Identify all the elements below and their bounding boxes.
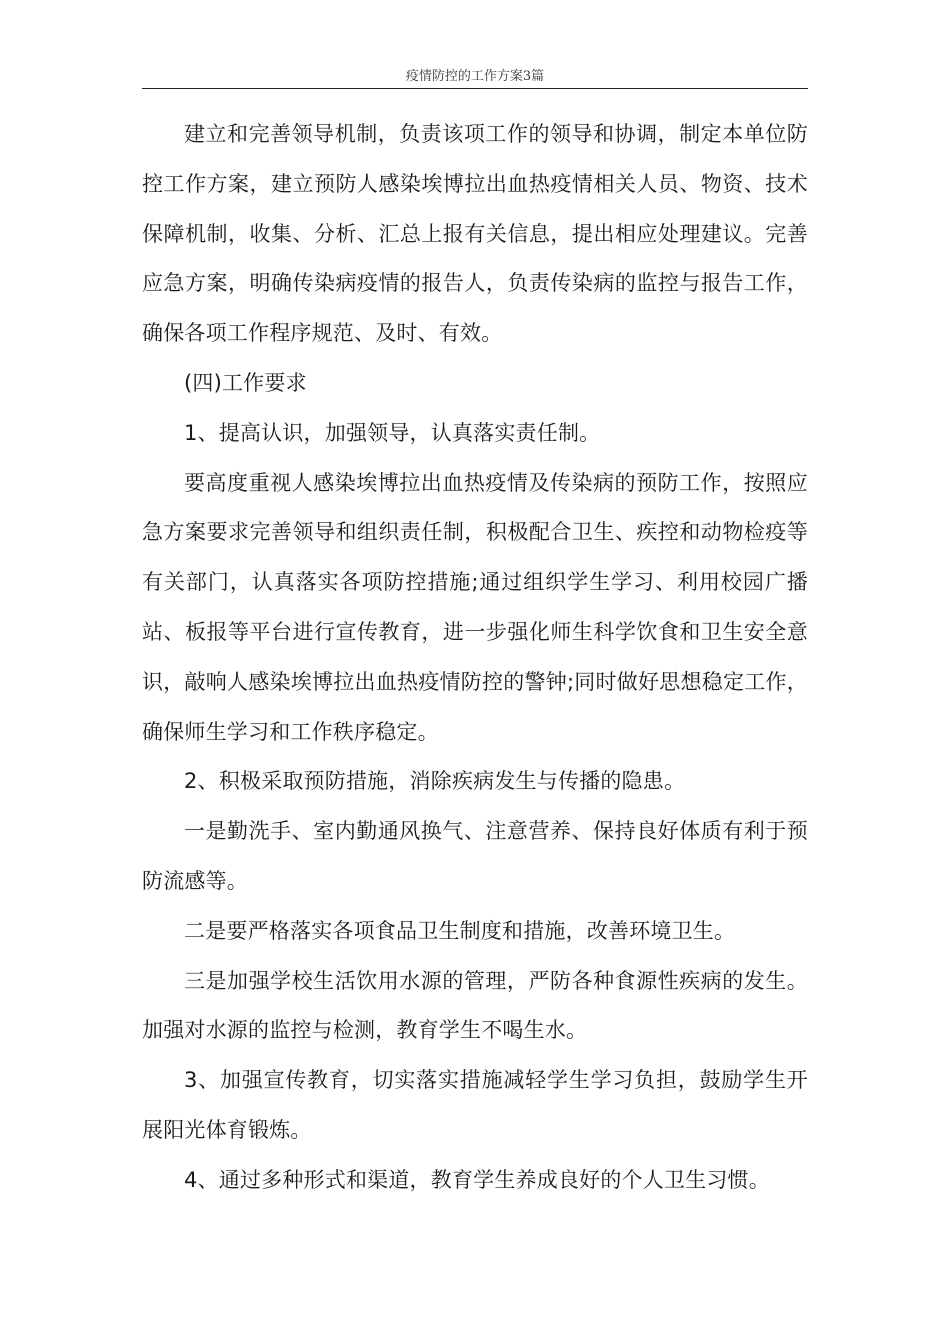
header-divider <box>142 88 808 89</box>
page-header-title: 疫情防控的工作方案3篇 <box>405 69 545 84</box>
paragraph-measure-two: 二是要严格落实各项食品卫生制度和措施，改善环境卫生。 <box>184 918 736 943</box>
item-4-heading: 4、通过多种形式和渠道，教育学生养成良好的个人卫生习惯。 <box>184 1167 770 1192</box>
document-body <box>142 110 808 1206</box>
item-1-heading: 1、提高认识，加强领导，认真落实责任制。 <box>184 420 601 445</box>
item-3-heading: 3、加强宣传教育，切实落实措施减轻学生学习负担，鼓励学生开展阳光体育锻炼。 <box>142 1068 808 1142</box>
paragraph-measure-one: 一是勤洗手、室内勤通风换气、注意营养、保持良好体质有利于预防流感等。 <box>142 819 808 893</box>
item-2-heading: 2、积极采取预防措施，消除疾病发生与传播的隐患。 <box>184 769 686 794</box>
paragraph-leadership-mechanism: 建立和完善领导机制，负责该项工作的领导和协调，制定本单位防控工作方案，建立预防人感染埃博拉出血热疫情相关人员、物资、技术保障机制，收集、分析、汇总上报有关信息，提出相应处理建议。完善应急方案，明确传染病疫情的报告人，负责传染病的监控与报告工作，确保各项工作程序规范、及时、有效。 <box>142 122 808 346</box>
paragraph-measure-three: 三是加强学校生活饮用水源的管理，严防各种食源性疾病的发生。加强对水源的监控与检测，教育学生不喝生水。 <box>142 968 808 1043</box>
section-heading-work-requirements: (四)工作要求 <box>184 370 307 395</box>
paragraph-prevention-work: 要高度重视人感染埃博拉出血热疫情及传染病的预防工作，按照应急方案要求完善领导和组织责任制，积极配合卫生、疾控和动物检疫等有关部门，认真落实各项防控措施;通过组织学生学习、利用校园广播站、板报等平台进行宣传教育，进一步强化师生科学饮食和卫生安全意识，敲响人感染埃博拉出血热疫情防控的警钟;同时做好思想稳定工作，确保师生学习和工作秩序稳定。 <box>142 470 808 744</box>
